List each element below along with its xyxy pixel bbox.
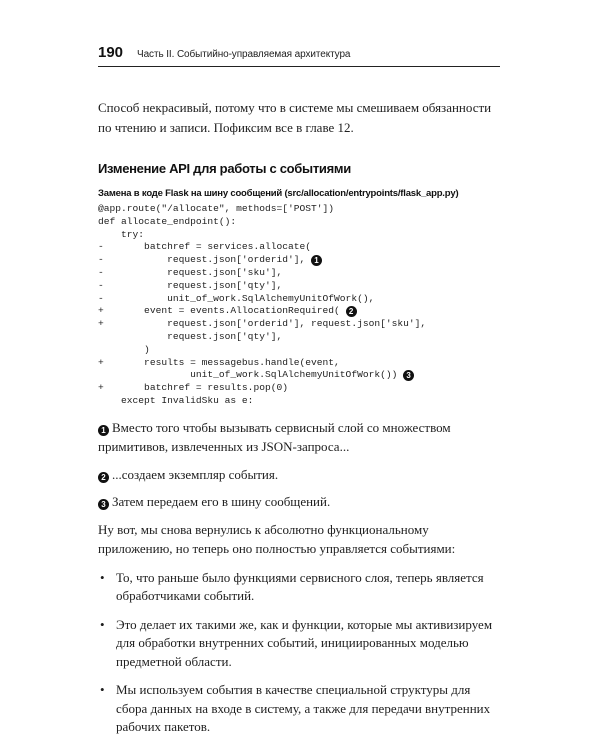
code-line-text: - unit_of_work.SqlAlchemyUnitOfWork(), xyxy=(98,292,375,304)
section-title: Изменение API для работы с событиями xyxy=(98,161,351,176)
note-text: Вместо того чтобы вызывать сервисный слой со множеством примитивов, извлеченных из JSON-запроса... xyxy=(98,419,451,455)
code-line xyxy=(98,229,500,242)
callout-marker: 1 xyxy=(98,425,109,436)
code-line xyxy=(98,395,500,408)
code-line-text: + results = messagebus.handle(event, xyxy=(98,356,340,368)
code-line xyxy=(98,318,500,331)
code-line xyxy=(98,331,500,344)
code-line-text: + batchref = results.pop(0) xyxy=(98,382,288,394)
callout-marker: 3 xyxy=(98,499,109,510)
code-line-text: - request.json['orderid'], xyxy=(98,254,312,266)
bullet-item: • Мы используем события в качестве специальной структуры для сбора данных на входе в систему, а также для передачи внутренних рабочих пакетов. xyxy=(98,681,500,737)
note-text: Затем передаем его в шину сообщений. xyxy=(112,494,331,510)
code-line xyxy=(98,241,500,254)
code-line-text: def allocate_endpoint(): xyxy=(98,215,237,227)
code-line xyxy=(98,305,500,318)
code-listing xyxy=(98,203,500,408)
code-line xyxy=(98,216,500,229)
code-line xyxy=(98,344,500,357)
code-line-text: + request.json['orderid'], request.json['sku'], xyxy=(98,318,427,330)
note-paragraph xyxy=(98,492,500,512)
code-line xyxy=(98,293,500,306)
code-caption: Замена в коде Flask на шину сообщений (src/allocation/entrypoints/flask_app.py) xyxy=(98,188,459,199)
code-line xyxy=(98,357,500,370)
code-line xyxy=(98,203,500,216)
intro-paragraph: Способ некрасивый, потому что в системе мы смешиваем обязанности по чтению и записи. Пофиксим все в главе 12. xyxy=(98,100,492,135)
note-paragraph xyxy=(98,465,500,485)
code-line-text: + event = events.AllocationRequired( xyxy=(98,305,346,317)
code-notes xyxy=(98,418,500,512)
callout-marker: 2 xyxy=(98,472,109,483)
running-header xyxy=(98,44,500,67)
callout-marker: 3 xyxy=(403,370,414,381)
code-line-text: ) xyxy=(98,343,150,355)
code-line-text: - batchref = services.allocate( xyxy=(98,241,312,253)
code-line-text: try: xyxy=(98,228,145,240)
code-line-text: except InvalidSku as e: xyxy=(98,394,254,406)
code-line xyxy=(98,382,500,395)
summary-paragraph: Ну вот, мы снова вернулись к абсолютно функциональному приложению, но теперь оно полностью управляется событиями: xyxy=(98,521,456,557)
code-line-text: - request.json['sku'], xyxy=(98,266,283,278)
code-line xyxy=(98,267,500,280)
code-line-text: - request.json['qty'], xyxy=(98,279,283,291)
page-number: 190 xyxy=(98,44,124,61)
page-body xyxy=(98,98,500,747)
code-line xyxy=(98,254,500,267)
note-text: ...создаем экземпляр события. xyxy=(112,466,279,482)
bullet-item: • Это делает их такими же, как и функции, которые мы активизируем для обработки внутренних событий, инициированных моделью предметной области. xyxy=(98,616,500,672)
callout-marker: 2 xyxy=(346,306,357,317)
code-line-text: unit_of_work.SqlAlchemyUnitOfWork()) xyxy=(98,369,404,381)
code-line xyxy=(98,280,500,293)
code-line xyxy=(98,369,500,382)
running-head-title: Часть II. Событийно-управляемая архитектура xyxy=(137,49,351,60)
note-paragraph xyxy=(98,418,500,457)
callout-marker: 1 xyxy=(311,255,322,266)
bullet-item: • То, что раньше было функциями сервисного слоя, теперь является обработчиками событий. xyxy=(98,569,500,606)
bullet-list xyxy=(98,569,500,737)
code-line-text: @app.route("/allocate", methods=['POST']) xyxy=(98,203,335,214)
code-line-text: request.json['qty'], xyxy=(98,330,283,342)
